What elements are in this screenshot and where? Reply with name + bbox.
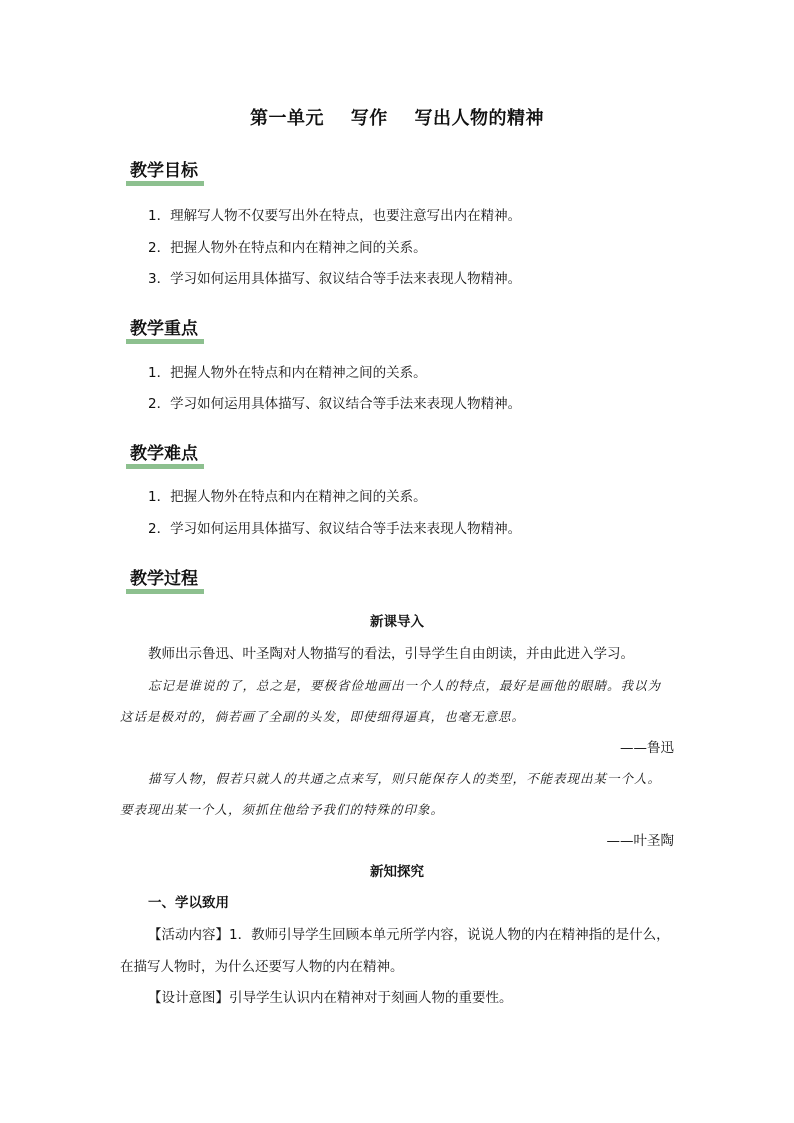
title-unit: 第一单元 [249, 108, 324, 129]
title-subject: 写出人物的精神 [414, 108, 545, 129]
sub-heading-apply: 一、学以致用 [148, 895, 229, 911]
quote-yeshengtao-author: ——叶圣陶 [606, 833, 674, 849]
quote-luxun-line-1: 忘记是谁说的了，总之是，要极省俭地画出一个人的特点，最好是画他的眼睛。我以为 [148, 678, 662, 693]
quote-luxun-line-2: 这话是极对的，倘若画了全副的头发，即使细得逼真，也毫无意思。 [120, 709, 526, 724]
section-heading-goals: 教学目标 [126, 160, 204, 186]
goal-item-3: 3．学习如何运用具体描写、叙议结合等手法来表现人物精神。 [148, 271, 522, 287]
section-heading-key-points: 教学重点 [126, 318, 204, 344]
page-title [0, 104, 794, 130]
goal-item-2: 2．把握人物外在特点和内在精神之间的关系。 [148, 240, 427, 256]
key-point-item-1: 1．把握人物外在特点和内在精神之间的关系。 [148, 365, 427, 381]
quote-yeshengtao-line-1: 描写人物，假若只就人的共通之点来写，则只能保存人的类型，不能表现出某一个人。 [148, 771, 662, 786]
intro-text: 教师出示鲁迅、叶圣陶对人物描写的看法，引导学生自由朗读，并由此进入学习。 [148, 646, 634, 662]
quote-luxun-author: ——鲁迅 [620, 740, 674, 756]
title-topic: 写作 [350, 108, 388, 129]
quote-yeshengtao-line-2: 要表现出某一个人，须抓住他给予我们的特殊的印象。 [120, 802, 445, 817]
activity-content-line-1: 【活动内容】1．教师引导学生回顾本单元所学内容，说说人物的内在精神指的是什么， [148, 927, 670, 943]
goal-item-1: 1．理解写人物不仅要写出外在特点，也要注意写出内在精神。 [148, 208, 522, 224]
key-point-item-2: 2．学习如何运用具体描写、叙议结合等手法来表现人物精神。 [148, 396, 522, 412]
difficulty-item-1: 1．把握人物外在特点和内在精神之间的关系。 [148, 489, 427, 505]
intro-title: 新课导入 [370, 614, 424, 630]
section-heading-process: 教学过程 [126, 568, 204, 594]
design-intent: 【设计意图】引导学生认识内在精神对于刻画人物的重要性。 [148, 990, 513, 1006]
difficulty-item-2: 2．学习如何运用具体描写、叙议结合等手法来表现人物精神。 [148, 521, 522, 537]
explore-title: 新知探究 [370, 864, 424, 880]
section-heading-difficulties: 教学难点 [126, 443, 204, 469]
activity-content-line-2: 在描写人物时，为什么还要写人物的内在精神。 [120, 959, 404, 975]
